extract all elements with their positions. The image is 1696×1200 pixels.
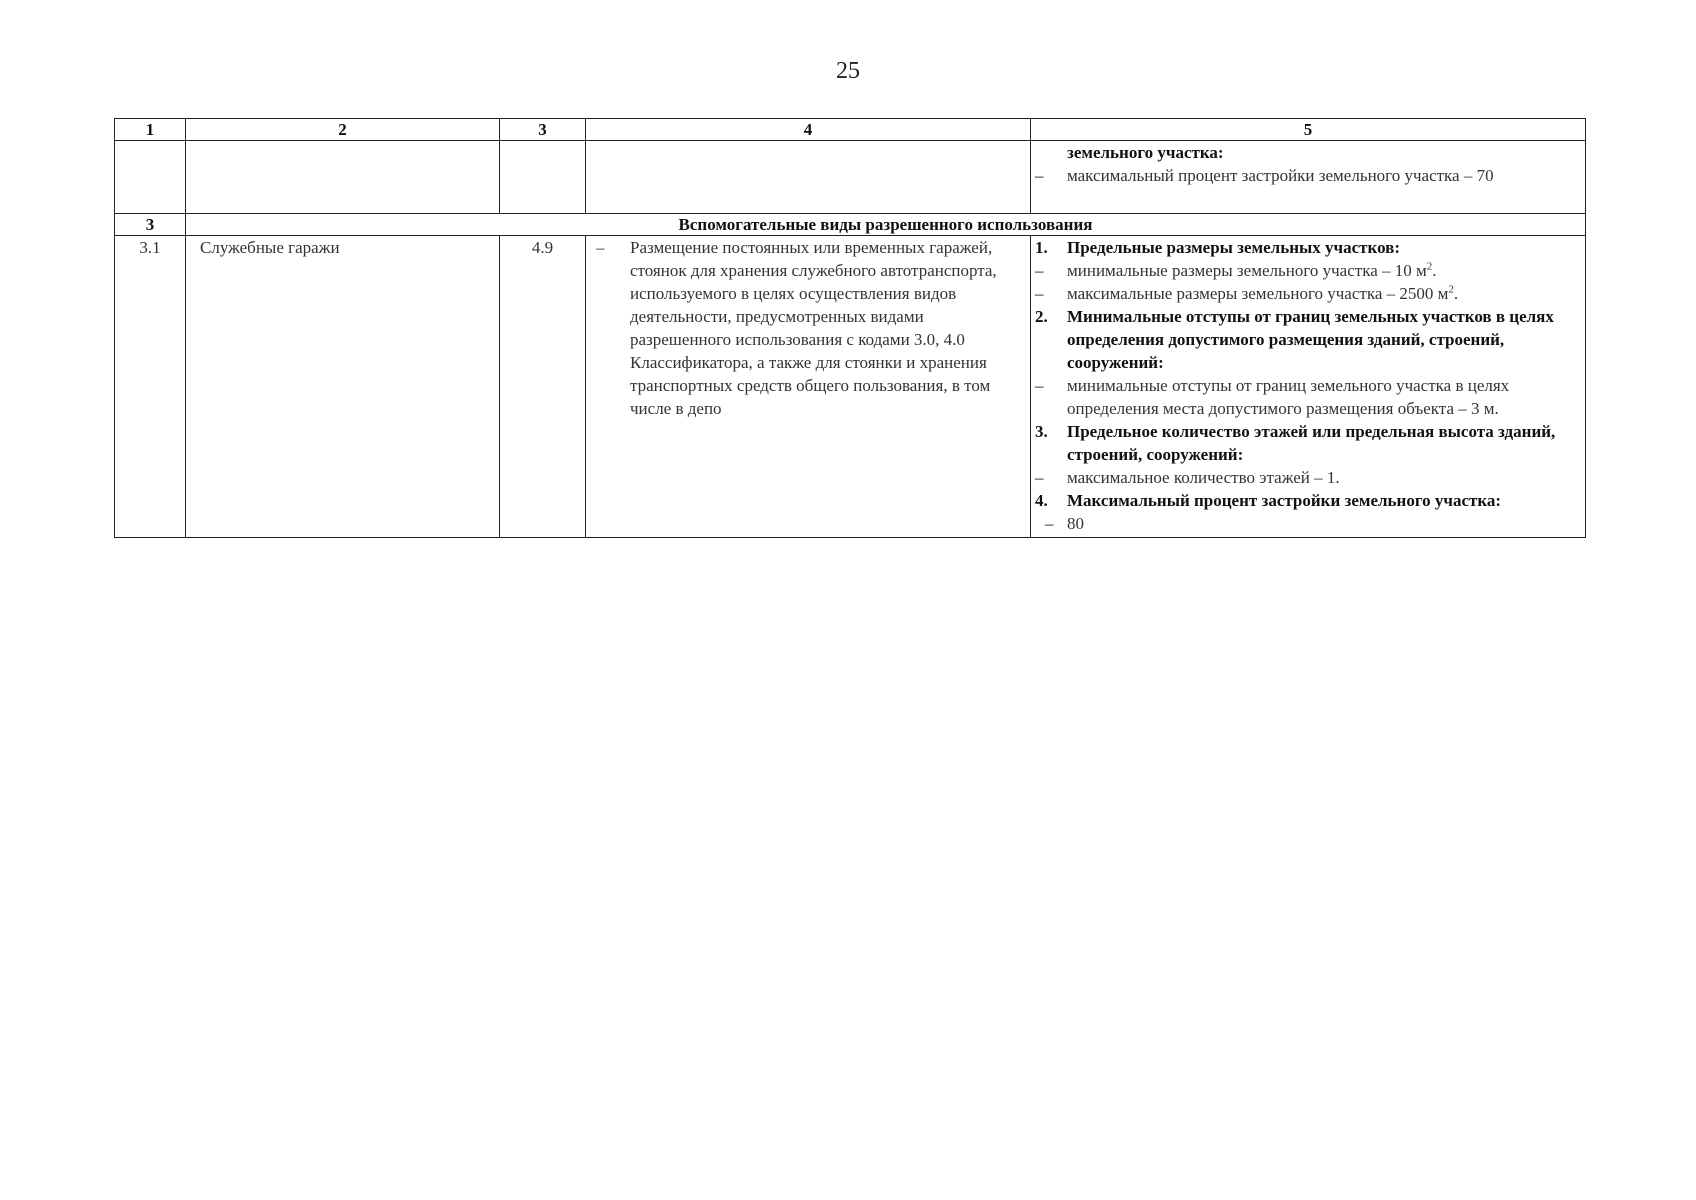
- param-line: [1031, 141, 1577, 164]
- row-description: [586, 236, 1022, 420]
- param-line: [1031, 259, 1577, 282]
- header-col-1: 1: [115, 119, 186, 141]
- param-line: [1031, 164, 1577, 187]
- param-text: Минимальные отступы от границ земельных участков в целях определения допустимого размещения зданий, строений, сооружений:: [1067, 307, 1554, 372]
- param-text: максимальный процент застройки земельного участка – 70: [1067, 166, 1494, 185]
- description-text: Размещение постоянных или временных гаражей, стоянок для хранения служебного автотранспорта, используемого в целях осуществления видов деятельности, предусмотренных видами разрешенного использования с кодами 3.0, 4.0 Классификатора, а также для стоянки и хранения транспортных средств общего пользования, в том числе в депо: [630, 238, 997, 418]
- page-number: 25: [836, 58, 860, 84]
- section-title: Вспомогательные виды разрешенного использования: [186, 214, 1586, 236]
- param-marker: –: [1035, 376, 1044, 395]
- param-text: Предельное количество этажей или предельная высота зданий, строений, сооружений:: [1067, 422, 1556, 464]
- continuation-row: [115, 141, 1586, 214]
- header-row: [115, 119, 1586, 141]
- header-col-5: 5: [1031, 119, 1586, 141]
- param-text-main: минимальные размеры земельного участка – 10 м: [1067, 261, 1427, 280]
- param-text-tail: .: [1453, 284, 1459, 303]
- param-marker: 1.: [1035, 238, 1048, 257]
- param-marker: 3.: [1035, 422, 1048, 441]
- param-text-main: максимальные размеры земельного участка – 2500 м: [1067, 284, 1449, 303]
- continuation-params-cell: [1031, 141, 1586, 214]
- param-marker: –: [1035, 261, 1044, 280]
- param-line: [1031, 512, 1577, 535]
- section-row: [115, 214, 1586, 236]
- param-text-tail: .: [1432, 261, 1437, 280]
- empty-cell: [500, 141, 586, 214]
- param-text: Предельные размеры земельных участков:: [1067, 238, 1401, 257]
- param-text: Максимальный процент застройки земельного участка:: [1067, 491, 1502, 510]
- param-text: земельного участка:: [1067, 143, 1224, 162]
- row-params-cell: [1031, 236, 1586, 538]
- empty-cell: [115, 141, 186, 214]
- param-marker: –: [1035, 284, 1044, 303]
- row-description-cell: [586, 236, 1031, 538]
- row-code: 4.9: [500, 236, 586, 538]
- param-line: [1031, 305, 1577, 374]
- description-marker: –: [596, 238, 605, 257]
- param-text: максимальное количество этажей – 1.: [1067, 468, 1340, 487]
- param-line: [1031, 374, 1577, 420]
- param-superscript: 2: [1448, 283, 1454, 296]
- land-use-table: [114, 118, 1586, 538]
- param-text: [1067, 282, 1577, 305]
- header-col-3: 3: [500, 119, 586, 141]
- param-marker: –: [1045, 514, 1054, 533]
- param-text: [1067, 259, 1577, 282]
- header-col-2: 2: [186, 119, 500, 141]
- param-marker: 2.: [1035, 307, 1048, 326]
- param-text: минимальные отступы от границ земельного участка в целях определения места допустимого размещения объекта – 3 м.: [1067, 376, 1510, 418]
- param-line: [1031, 282, 1577, 305]
- param-superscript: 2: [1426, 260, 1433, 273]
- param-line: [1031, 236, 1577, 259]
- row-number: 3.1: [115, 236, 186, 538]
- param-line: [1031, 420, 1577, 466]
- empty-cell: [186, 141, 500, 214]
- section-number: 3: [115, 214, 186, 236]
- table-row: [115, 236, 1586, 538]
- param-line: [1031, 466, 1577, 489]
- param-marker: –: [1035, 468, 1044, 487]
- param-line: [1031, 489, 1577, 512]
- header-col-4: 4: [586, 119, 1031, 141]
- empty-cell: [586, 141, 1031, 214]
- row-name: Служебные гаражи: [186, 236, 500, 538]
- param-marker: 4.: [1035, 491, 1048, 510]
- param-text: 80: [1067, 514, 1084, 533]
- param-marker: –: [1035, 166, 1044, 185]
